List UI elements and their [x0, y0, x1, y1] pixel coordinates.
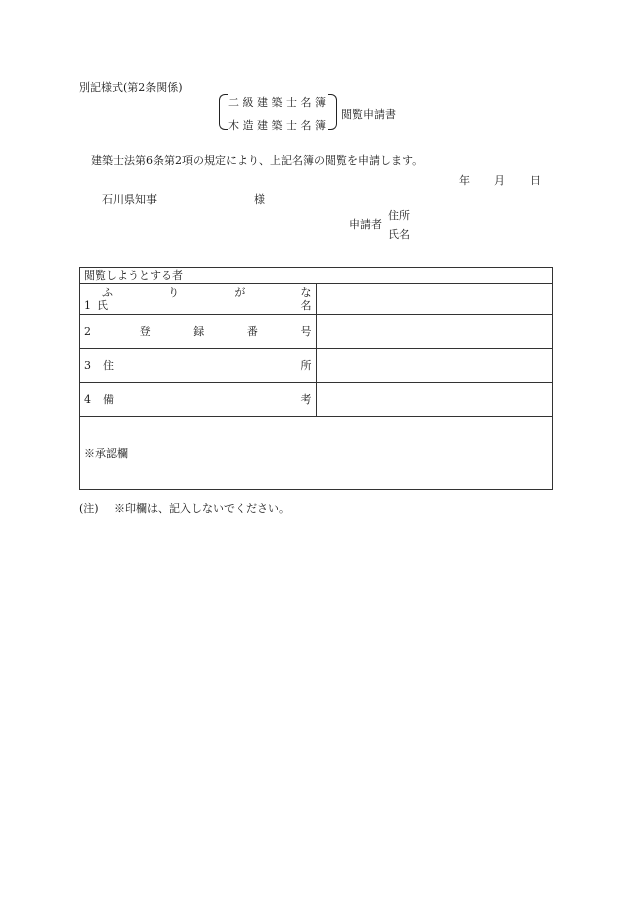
registration-number-field[interactable]	[316, 315, 553, 349]
document-title: 閲覧申請書	[341, 108, 396, 121]
date-month-label: 月	[494, 174, 505, 187]
register-option-second-class: 二 級 建 築 士 名 簿	[228, 96, 326, 109]
recipient-honorific: 様	[254, 193, 265, 206]
table-row	[80, 349, 553, 383]
name-label-char: 氏	[97, 299, 108, 312]
note-text: ※印欄は、記入しないでください。	[114, 502, 290, 515]
right-bracket	[328, 94, 337, 130]
row-number: 1	[84, 299, 91, 312]
applicant-label: 申請者	[349, 218, 382, 231]
furigana-label: ふ り が な	[102, 286, 312, 299]
applicant-address-label: 住所	[388, 209, 410, 222]
application-form-table	[79, 267, 553, 490]
date-year-label: 年	[459, 174, 470, 187]
remarks-field[interactable]	[316, 383, 553, 417]
registration-number-label-cell: 2 登 録 番 号	[80, 315, 317, 349]
name-label-cell	[80, 284, 317, 315]
address-label-cell: 3 住 所	[80, 349, 317, 383]
form-reference: 別記様式(第2条関係)	[79, 81, 183, 94]
register-option-wooden: 木 造 建 築 士 名 簿	[228, 119, 326, 132]
table-row	[80, 284, 553, 315]
applicant-name-label: 氏名	[388, 228, 410, 241]
recipient-name: 石川県知事	[102, 193, 157, 206]
left-bracket	[219, 94, 228, 130]
table-row	[80, 417, 553, 490]
name-field[interactable]	[316, 284, 553, 315]
date-day-label: 日	[530, 174, 541, 187]
table-row	[80, 315, 553, 349]
note-label: (注)	[79, 502, 99, 515]
name-label-char: 名	[300, 299, 312, 312]
table-header: 閲覧しようとする者	[80, 268, 553, 284]
remarks-label-cell: 4 備 考	[80, 383, 317, 417]
table-row	[80, 383, 553, 417]
application-statement: 建築士法第6条第2項の規定により、上記名簿の閲覧を申請します。	[91, 154, 424, 167]
approval-field: ※承認欄	[80, 417, 553, 490]
address-field[interactable]	[316, 349, 553, 383]
